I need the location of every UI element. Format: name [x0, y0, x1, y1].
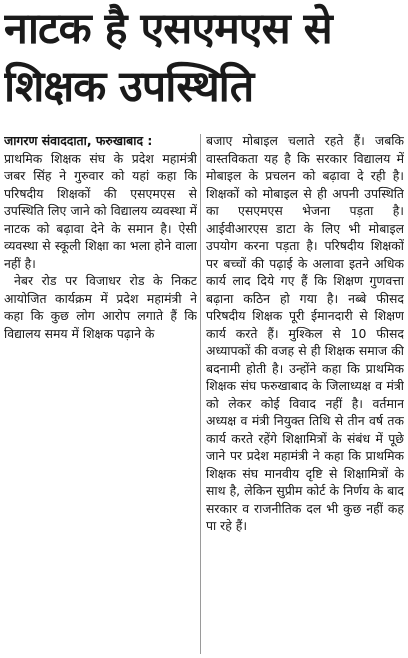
article-headline: [4, 0, 404, 116]
article-column-right: [206, 132, 404, 656]
column-divider: [200, 134, 201, 654]
headline-line-2: शिक्षक उपस्थिति: [4, 62, 254, 112]
article-paragraph-2: नेबर रोड पर विजाधर रोड के निकट आयोजित कार्यक्रम में प्रदेश महामंत्री ने कहा कि कुछ लोग आरोप लगाते हैं कि विद्यालय समय में शिक्षक पढ़ाने के: [4, 273, 197, 341]
article-paragraph-1: [4, 132, 197, 272]
headline-line-1: नाटक है एसएमएस से: [4, 4, 332, 54]
paragraph-1-text: प्राथमिक शिक्षक संघ के प्रदेश महामंत्री जबर सिंह ने गुरुवार को यहां कहा कि परिषदीय शिक्षकों की एसएमएस से उपस्थिति लिए जाने को विद्यालय व्यवस्था में नाटक को बढ़ावा देने के समान है। ऐसी व्यवस्था से स्कूली शिक्षा का भला होने वाला नहीं है।: [4, 150, 197, 271]
article-paragraph-3: बजाए मोबाइल चलाते रहते हैं। जबकि वास्तविकता यह है कि सरकार विद्यालय में मोबाइल के प्रचलन को बढ़ावा दे रही है। शिक्षकों को मोबाइल से ही अपनी उपस्थिति का एसएमएस भेजना पड़ता है। आईवीआरएस डाटा के लिए भी मोबाइल उपयोग करना पड़ता है। परिषदीय शिक्षकों पर बच्चों की पढ़ाई के अलावा इतने अधिक कार्य लाद दिये गए हैं कि शिक्षण गुणवत्ता बढ़ाना कठिन हो गया है। नब्बे फीसद परिषदीय शिक्षक पूरी ईमानदारी से शिक्षण कार्य करते हैं। मुश्किल से 10 फीसद अध्यापकों की वजह से ही शिक्षक समाज की बदनामी होती है। उन्होंने कहा कि प्राथमिक शिक्षक संघ फरुखाबाद के जिलाध्यक्ष व मंत्री को लेकर कोई विवाद नहीं है। वर्तमान अध्यक्ष व मंत्री नियुक्त तिथि से तीन वर्ष तक कार्य करते रहेंगे शिक्षामित्रों के संबंध में पूछे जाने पर प्रदेश महामंत्री ने कहा कि प्राथमिक शिक्षक संघ मानवीय दृष्टि से शिक्षामित्रों के साथ है, लेकिन सुप्रीम कोर्ट के निर्णय के बाद सरकार व राजनीतिक दल भी कुछ नहीं कह पा रहे हैं।: [206, 133, 404, 533]
article-column-left: [4, 132, 197, 392]
byline: जागरण संवाददाता, फरुखाबाद :: [4, 133, 153, 148]
